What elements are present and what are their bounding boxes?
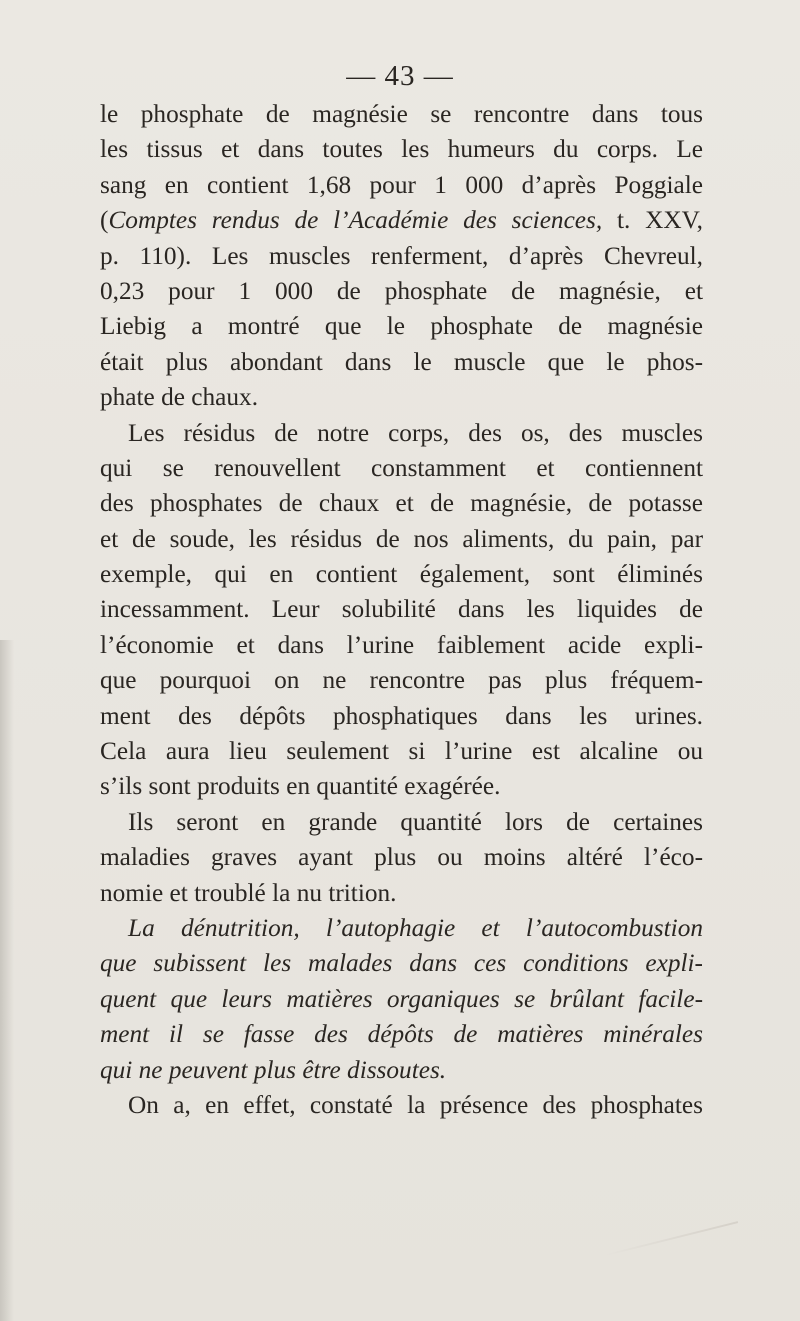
citation-volume: t. XXV, (602, 206, 703, 235)
paper-crease (602, 1221, 738, 1257)
text-line (100, 203, 703, 238)
text-line: On a, en effet, constaté la présence des phosphates (128, 1090, 703, 1119)
text-line: ment des dépôts phosphatiques dans les urines. (100, 701, 703, 730)
body-text (100, 97, 703, 1123)
text-line: phate de chaux. (100, 383, 259, 412)
text-line: l’économie et dans l’urine faiblement acide expli- (100, 630, 703, 659)
text-line: qui se renouvellent constamment et contiennent (100, 453, 703, 482)
text-line: nomie et troublé la nu trition. (100, 878, 397, 907)
paren-open: ( (100, 206, 109, 235)
text-line: que subissent les malades dans ces conditions expli- (100, 949, 703, 978)
text-line: Liebig a montré que le phosphate de magnésie (100, 312, 703, 341)
text-line: sang en contient 1,68 pour 1 000 d’après Poggiale (100, 170, 703, 199)
text-line: que pourquoi on ne rencontre pas plus fréquem- (100, 666, 703, 695)
text-line: maladies graves ayant plus ou moins altéré l’éco- (100, 843, 703, 872)
page-edge-shadow (0, 640, 14, 1321)
text-line: s’ils sont produits en quantité exagérée. (100, 772, 501, 801)
text-line: et de soude, les résidus de nos aliments, du pain, par (100, 524, 703, 553)
text-line: Cela aura lieu seulement si l’urine est alcaline ou (100, 737, 703, 766)
text-line: exemple, qui en contient également, sont éliminés (100, 560, 703, 589)
text-line: des phosphates de chaux et de magnésie, de potasse (100, 489, 703, 518)
text-line: La dénutrition, l’autophagie et l’autocombustion (128, 913, 703, 942)
text-line: le phosphate de magnésie se rencontre dans tous (100, 100, 703, 128)
text-line: ment il se fasse des dépôts de matières minérales (100, 1020, 703, 1049)
text-line: p. 110). Les muscles renferment, d’après Chevreul, (100, 241, 703, 270)
text-line: Ils seront en grande quantité lors de certaines (128, 807, 703, 836)
text-line: 0,23 pour 1 000 de phosphate de magnésie, et (100, 276, 703, 305)
text-line: les tissus et dans toutes les humeurs du corps. Le (100, 135, 703, 164)
text-line: quent que leurs matières organiques se brûlant facile- (100, 984, 703, 1013)
text-line: incessamment. Leur solubilité dans les liquides de (100, 595, 703, 624)
text-line: Les résidus de notre corps, des os, des muscles (128, 418, 703, 447)
citation-title: Comptes rendus de l’Académie des sciences, (108, 206, 603, 235)
text-line: qui ne peuvent plus être dissoutes. (100, 1055, 447, 1084)
text-line: était plus abondant dans le muscle que le phos- (100, 347, 703, 376)
page-number: — 43 — (346, 60, 454, 92)
